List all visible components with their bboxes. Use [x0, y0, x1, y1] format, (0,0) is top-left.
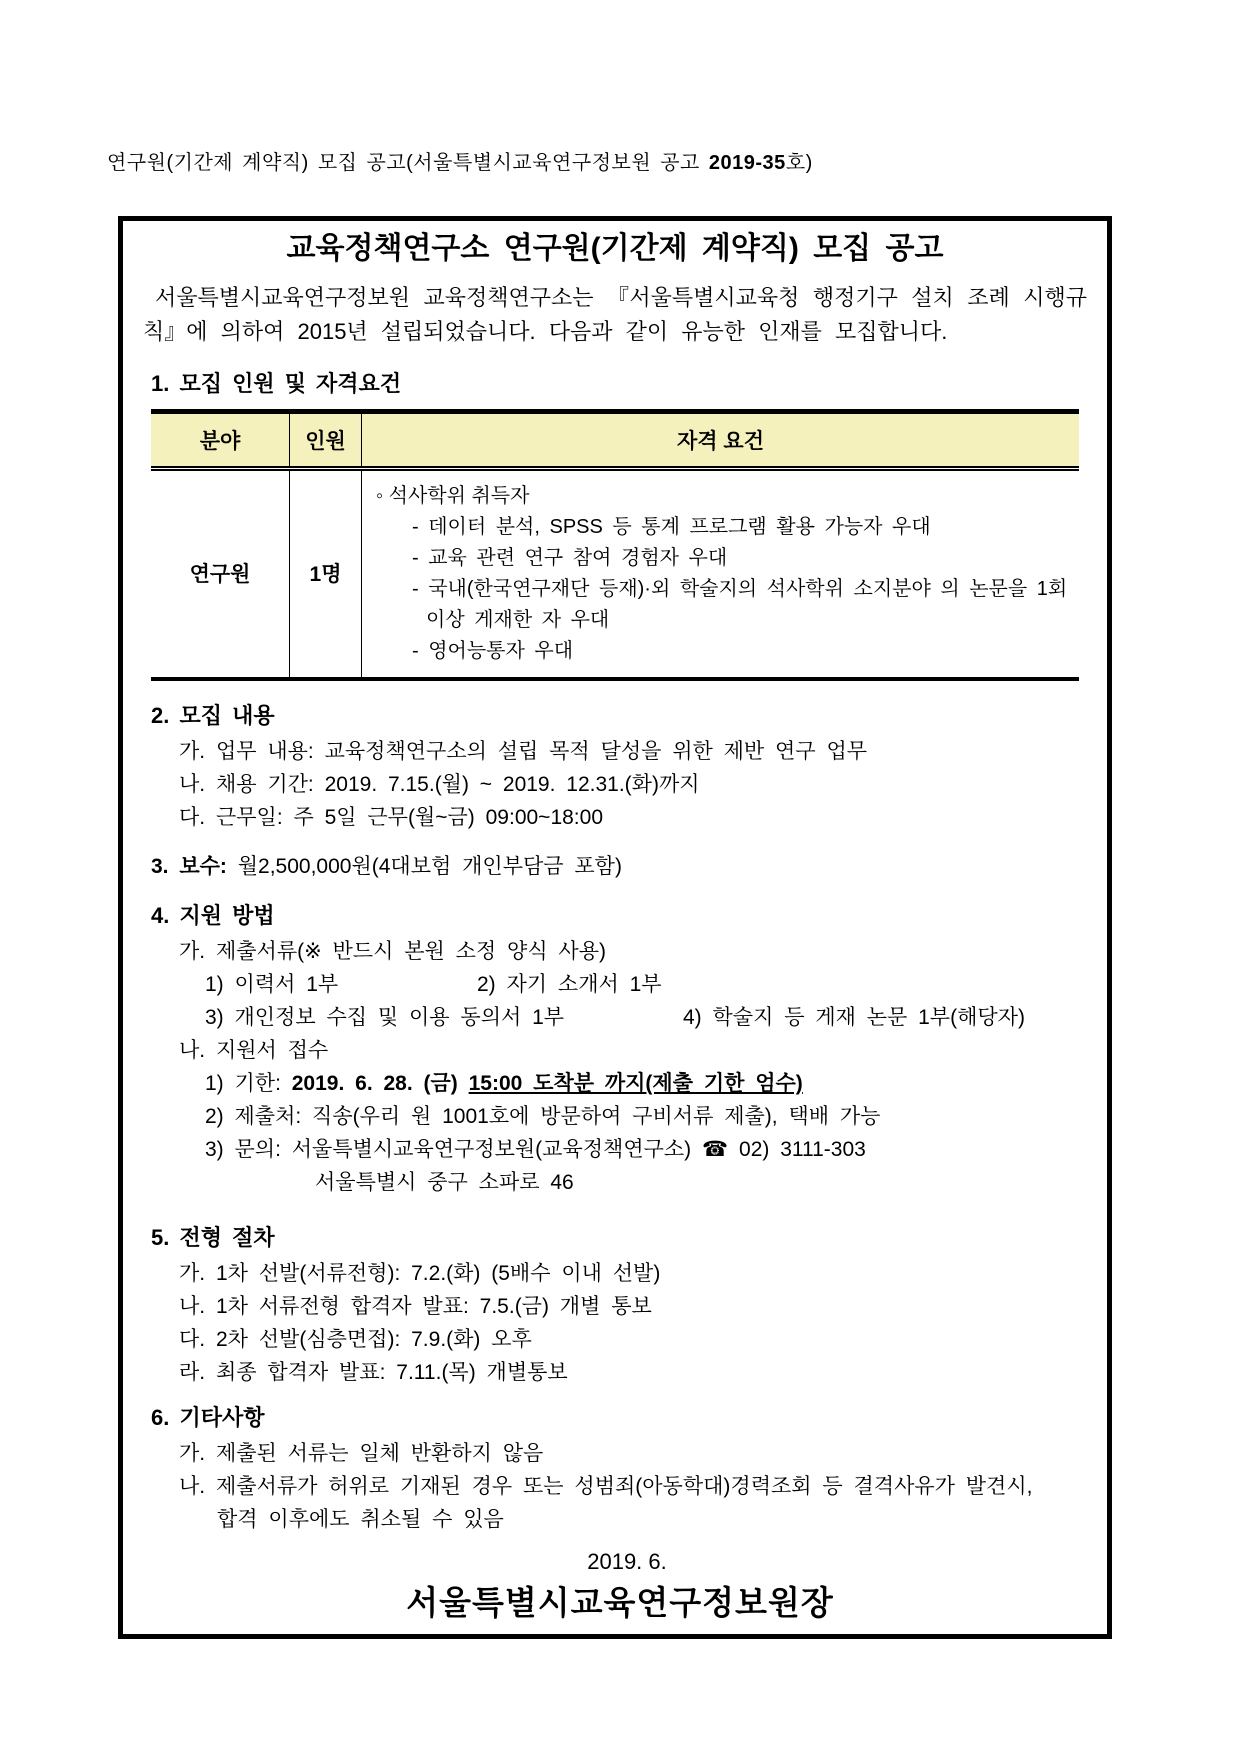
deadline-line	[205, 1067, 1093, 1100]
qualification-main: ◦ 석사학위 취득자	[376, 485, 530, 507]
column-header-qualifications: 자격 요건	[361, 414, 1079, 466]
column-header-field: 분야	[151, 414, 289, 466]
list-item: 다. 근무일: 주 5일 근무(월~금) 09:00~18:00	[179, 806, 603, 829]
list-item: 나. 지원서 접수	[179, 1039, 329, 1062]
notice-date: 2019. 6.	[587, 1549, 667, 1574]
document-item: 3) 개인정보 수집 및 이용 동의서 1부	[205, 1006, 565, 1029]
qualification-item: - 영어능통자 우대	[412, 640, 574, 662]
list-item: 가. 제출된 서류는 일체 반환하지 않음	[179, 1442, 544, 1465]
document-item: 4) 학술지 등 게재 논문 1부(해당자)	[683, 1006, 1025, 1029]
section-4-items	[137, 935, 1093, 1199]
contact-line	[205, 1133, 1093, 1166]
list-item: 가. 제출서류(※ 반드시 본원 소정 양식 사용)	[179, 940, 606, 963]
list-item-continuation: 합격 이후에도 취소될 수 있음	[217, 1508, 504, 1531]
section-3-line	[151, 850, 1093, 883]
list-item: 가. 업무 내용: 교육정책연구소의 설립 목적 달성을 위한 제반 연구 업무	[179, 740, 868, 763]
list-item: 나. 채용 기간: 2019. 7.15.(월) ~ 2019. 12.31.(화)까지	[179, 773, 700, 796]
header-line-suffix: 호)	[785, 152, 813, 174]
cell-qualifications	[361, 471, 1079, 677]
list-item: 다. 2차 선발(심층면접): 7.9.(화) 오후	[179, 1328, 532, 1351]
section-6-items	[137, 1437, 1093, 1536]
list-item: 2) 제출처: 직송(우리 원 1001호에 방문하여 구비서류 제출), 택배 가능	[205, 1105, 881, 1128]
issuer-signature: 서울특별시교육연구정보원장	[406, 1584, 834, 1621]
document-number: 2019-35	[708, 152, 786, 174]
qualification-item: - 데이터 분석, SPSS 등 통계 프로그램 활용 가능자 우대	[412, 516, 931, 538]
recruitment-table	[151, 409, 1079, 681]
qualification-item: - 국내(한국연구재단 등재)·외 학술지의 석사학위 소지분야 의 논문을 1회 이상 게재한 자 우대	[412, 578, 1068, 631]
address-line: 서울특별시 중구 소파로 46	[315, 1171, 574, 1194]
list-item: 나. 제출서류가 허위로 기재된 경우 또는 성범죄(아동학대)경력조회 등 결격사유가 발견시,	[179, 1475, 1033, 1498]
list-item: 라. 최종 합격자 발표: 7.11.(목) 개별통보	[179, 1361, 568, 1384]
deadline-label: 1) 기한:	[205, 1072, 292, 1095]
section-5-heading: 5. 전형 절차	[151, 1225, 275, 1250]
notice-title: 교육정책연구소 연구원(기간제 계약직) 모집 공고	[286, 232, 944, 265]
list-item: 가. 1차 선발(서류전형): 7.2.(화) (5배수 이내 선발)	[179, 1262, 661, 1285]
documents-row-1	[205, 968, 1093, 1001]
section-4-heading: 4. 지원 방법	[151, 903, 275, 928]
qualification-item: - 교육 관련 연구 참여 경험자 우대	[412, 547, 728, 569]
document-item: 2) 자기 소개서 1부	[477, 973, 662, 996]
section-6-heading: 6. 기타사항	[151, 1405, 265, 1430]
cell-field: 연구원	[189, 562, 251, 586]
section-2-items	[137, 735, 1093, 834]
intro-paragraph: 서울특별시교육연구정보원 교육정책연구소는 『서울특별시교육청 행정기구 설치 조례 시행규칙』에 의하여 2015년 설립되었습니다. 다음과 같이 유능한 인재를 모집합니다.	[143, 285, 1087, 344]
column-header-count: 인원	[289, 414, 361, 466]
section-3-heading: 3. 보수:	[151, 855, 227, 878]
section-1-heading: 1. 모집 인원 및 자격요건	[151, 371, 402, 396]
deadline-date: 2019. 6. 28. (금)	[291, 1072, 469, 1095]
document-header-line	[107, 150, 1240, 176]
phone-number: 02) 3111-303	[728, 1138, 866, 1161]
salary-text: 월2,500,000원(4대보험 개인부담금 포함)	[226, 855, 622, 878]
cell-count: 1명	[289, 471, 361, 677]
deadline-emphasis: 15:00 도착분 까지(제출 기한 엄수)	[468, 1072, 803, 1095]
notice-box	[118, 216, 1112, 1639]
section-5-items	[137, 1257, 1093, 1389]
document-item: 1) 이력서 1부	[205, 973, 339, 996]
documents-row-2	[205, 1001, 1093, 1034]
contact-label: 3) 문의: 서울특별시교육연구정보원(교육정책연구소)	[205, 1138, 703, 1161]
section-2-heading: 2. 모집 내용	[151, 703, 275, 728]
header-line-text: 연구원(기간제 계약직) 모집 공고(서울특별시교육연구정보원 공고	[107, 152, 709, 174]
phone-icon: ☎	[702, 1138, 729, 1161]
table-row	[151, 471, 1079, 681]
table-header-row	[151, 409, 1079, 471]
list-item: 나. 1차 서류전형 합격자 발표: 7.5.(금) 개별 통보	[179, 1295, 652, 1318]
